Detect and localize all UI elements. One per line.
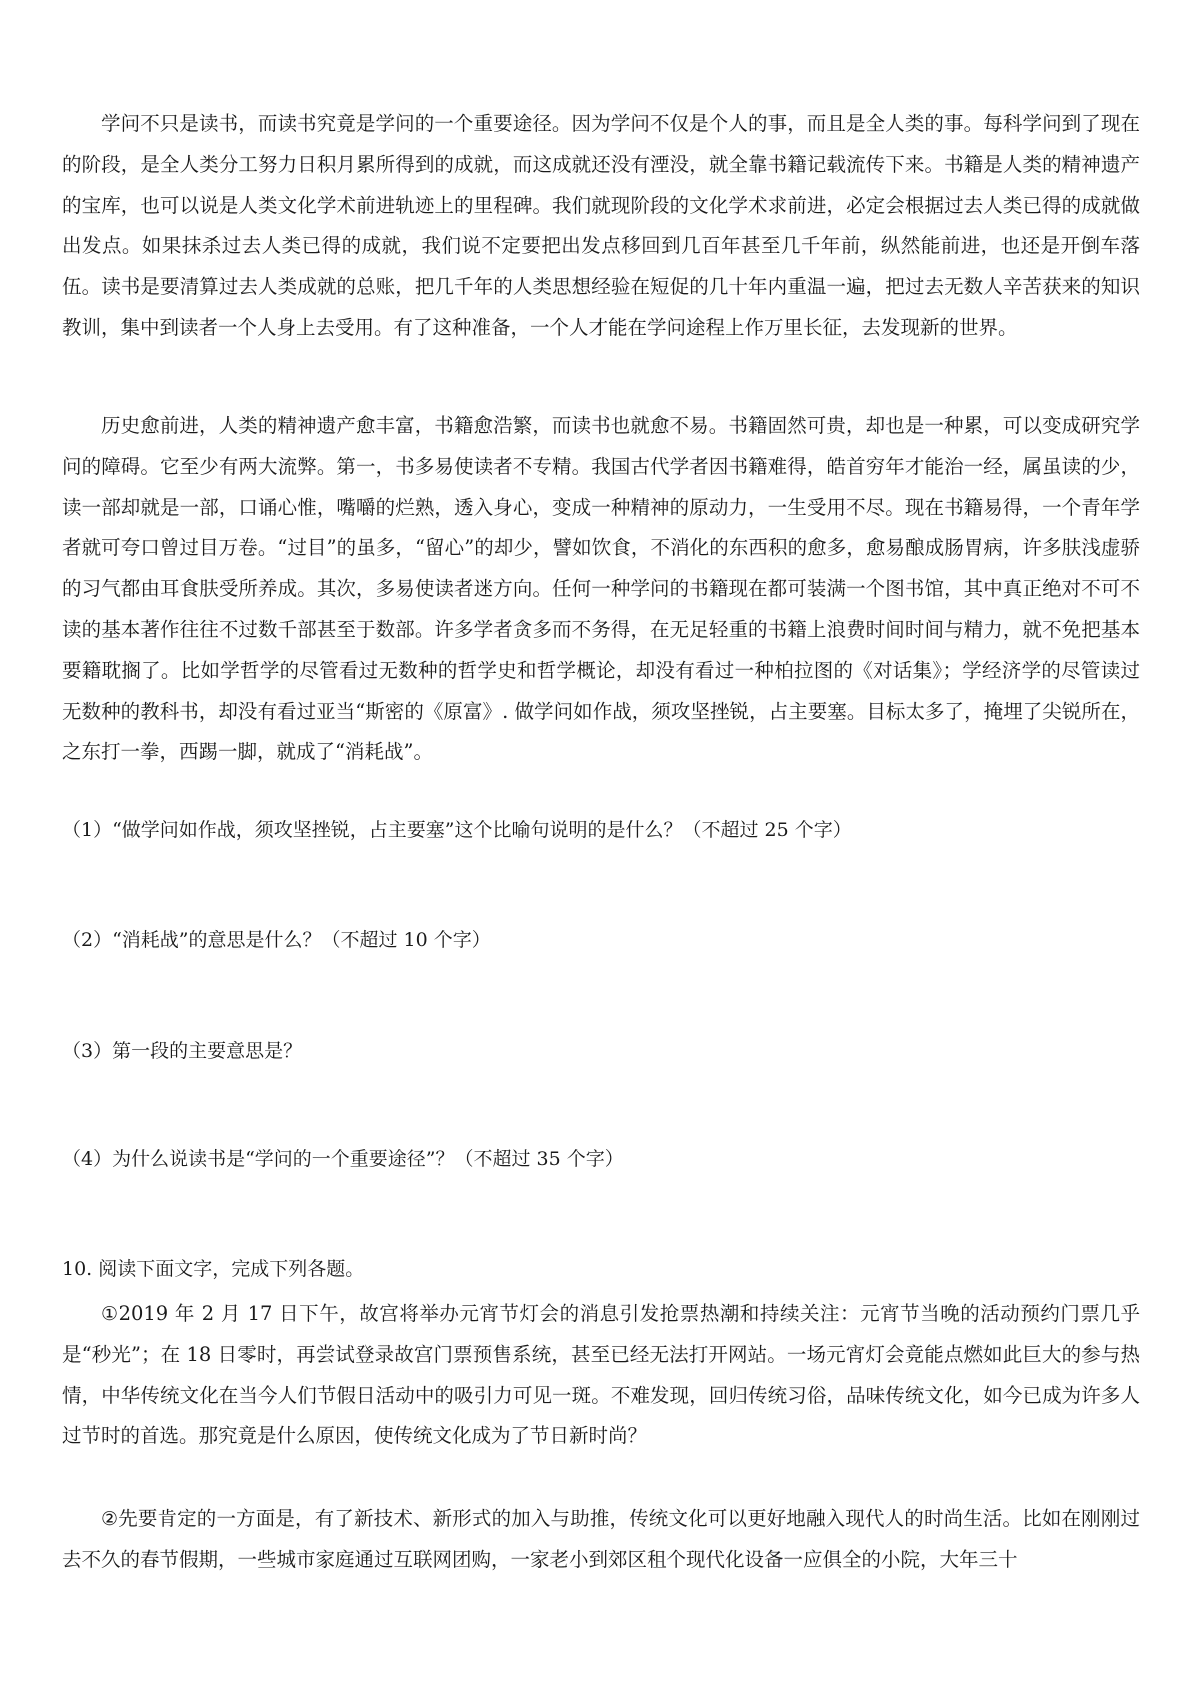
paragraph-number-1: ① bbox=[101, 1303, 119, 1325]
section-10-heading: 10. 阅读下面文字，完成下列各题。 bbox=[62, 1258, 365, 1280]
question-1: （1）“做学问如作战，须攻坚挫锐，占主要塞”这个比喻句说明的是什么？（不超过 25 个字） bbox=[62, 819, 852, 841]
passage-paragraph-1: 学问不只是读书，而读书究竟是学问的一个重要途径。因为学问不仅是个人的事，而且是全人类的事。每科学问到了现在的阶段，是全人类分工努力日积月累所得到的成就，而这成就还没有湮没，就全靠书籍记载流传下来。书籍是人类的精神遗产的宝库，也可以说是人类文化学术前进轨迹上的里程碑。我们就现阶段的文化学术求前进，必定会根据过去人类已得的成就做出发点。如果抹杀过去人类已得的成就，我们说不定要把出发点移回到几百年甚至几千年前，纵然能前进，也还是开倒车落伍。读书是要清算过去人类成就的总账，把几千年的人类思想经验在短促的几十年内重温一遍，把过去无数人辛苦获来的知识教训，集中到读者一个人身上去受用。有了这种准备，一个人才能在学问途程上作万里长征，去发现新的世界。 bbox=[62, 112, 1140, 339]
section-10-paragraph-2-text: 先要肯定的一方面是，有了新技术、新形式的加入与助推，传统文化可以更好地融入现代人的时尚生活。比如在刚刚过去不久的春节假期，一些城市家庭通过互联网团购，一家老小到郊区租个现代化设备一应俱全的小院，大年三十 bbox=[62, 1507, 1140, 1571]
question-2: （2）“消耗战”的意思是什么？（不超过 10 个字） bbox=[62, 929, 491, 951]
question-3: （3）第一段的主要意思是？ bbox=[62, 1040, 303, 1062]
section-10-paragraph-1-text: 2019 年 2 月 17 日下午，故宫将举办元宵节灯会的消息引发抢票热潮和持续关注：元宵节当晚的活动预约门票几乎是“秒光”；在 18 日零时，再尝试登录故宫门票预售系统，甚至已经无法打开网站。一场元宵灯会竟能点燃如此巨大的参与热情，中华传统文化在当今人们节假日活动中的吸引力可见一斑。不难发现，回归传统习俗，品味传统文化，如今已成为许多人过节时的首选。那究竟是什么原因，使传统文化成为了节日新时尚？ bbox=[62, 1302, 1140, 1448]
paragraph-number-2: ② bbox=[101, 1508, 119, 1530]
passage-paragraph-2: 历史愈前进，人类的精神遗产愈丰富，书籍愈浩繁，而读书也就愈不易。书籍固然可贵，却也是一种累，可以变成研究学问的障碍。它至少有两大流弊。第一，书多易使读者不专精。我国古代学者因书籍难得，皓首穷年才能治一经，属虽读的少，读一部却就是一部，口诵心惟，嘴嚼的烂熟，透入身心，变成一种精神的原动力，一生受用不尽。现在书籍易得，一个青年学者就可夸口曾过目万卷。“过目”的虽多，“留心”的却少，譬如饮食，不消化的东西积的愈多，愈易酿成肠胃病，许多肤浅虚骄的习气都由耳食肤受所养成。其次，多易使读者迷方向。任何一种学问的书籍现在都可装满一个图书馆，其中真正绝对不可不读的基本著作往往不过数千部甚至于数部。许多学者贪多而不务得，在无足轻重的书籍上浪费时间时间与精力，就不免把基本要籍耽搁了。比如学哲学的尽管看过无数种的哲学史和哲学概论，却没有看过一种柏拉图的《对话集》；学经济学的尽管读过无数种的教科书，却没有看过亚当“斯密的《原富》. 做学问如作战，须攻坚挫锐，占主要塞。目标太多了，掩埋了尖锐所在，之东打一拳，西踢一脚，就成了“消耗战”。 bbox=[62, 414, 1140, 764]
section-10-paragraph-2 bbox=[62, 1499, 1140, 1581]
question-4: （4）为什么说读书是“学问的一个重要途径”？（不超过 35 个字） bbox=[62, 1148, 624, 1170]
section-10-paragraph-1 bbox=[62, 1294, 1140, 1457]
